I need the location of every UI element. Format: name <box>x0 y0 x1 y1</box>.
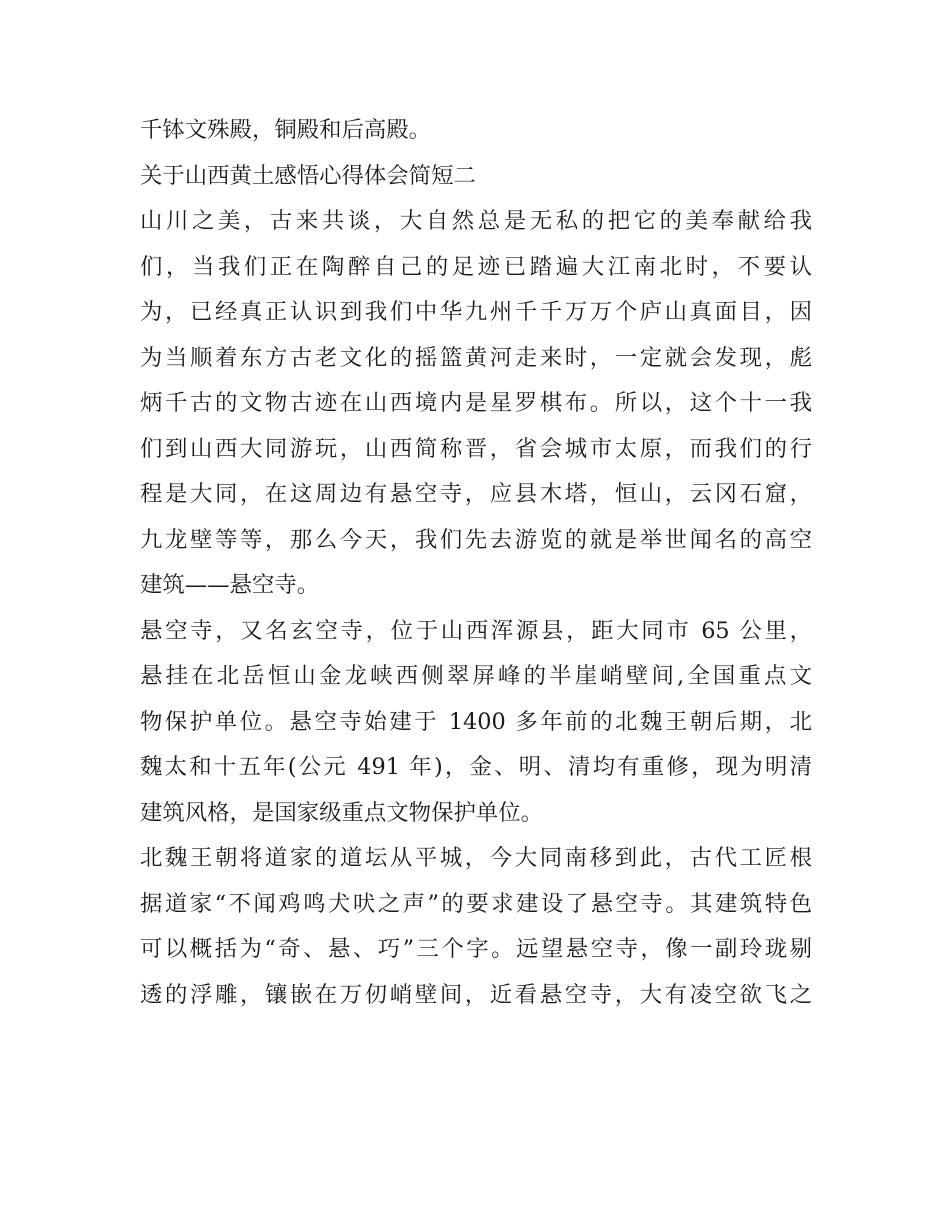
text-line: 炳千古的文物古迹在山西境内是星罗棋布。所以，这个十一我 <box>140 390 812 416</box>
text-line: 建筑——悬空寺。 <box>140 572 320 598</box>
text-line: 们，当我们正在陶醉自己的足迹已踏遍大江南北时，不要认 <box>140 253 812 280</box>
text-line: 程是大同，在这周边有悬空寺，应县木塔，恒山，云冈石窟， <box>140 481 812 507</box>
text-line: 物保护单位。悬空寺始建于 1400 多年前的北魏王朝后期，北 <box>140 708 812 735</box>
text-line: 悬挂在北岳恒山金龙峡西侧翠屏峰的半崖峭壁间,全国重点文 <box>140 663 812 689</box>
text-line: 们到山西大同游玩，山西简称晋，省会城市太原，而我们的行 <box>140 435 812 462</box>
text-line: 九龙壁等等，那么今天，我们先去游览的就是举世闻名的高空 <box>140 526 812 553</box>
text-line: 建筑风格，是国家级重点文物保护单位。 <box>140 799 544 826</box>
text-line: 透的浮雕，镶嵌在万仞峭壁间，近看悬空寺，大有凌空欲飞之 <box>140 981 812 1008</box>
text-line: 魏太和十五年(公元 491 年)，金、明、清均有重修，现为明清 <box>140 754 812 780</box>
text-line: 为当顺着东方古老文化的摇篮黄河走来时，一定就会发现，彪 <box>140 344 812 371</box>
text-line: 为，已经真正认识到我们中华九州千千万万个庐山真面目，因 <box>140 299 812 325</box>
text-line: 据道家“不闻鸡鸣犬吠之声”的要求建设了悬空寺。其建筑特色 <box>140 890 812 917</box>
document-page <box>140 108 812 1018</box>
section-heading: 关于山西黄土感悟心得体会简短二 <box>140 162 476 189</box>
text-line: 千钵文殊殿，铜殿和后高殿。 <box>140 117 432 143</box>
text-line: 北魏王朝将道家的道坛从平城，今大同南移到此，古代工匠根 <box>140 845 812 871</box>
text-line: 山川之美，古来共谈，大自然总是无私的把它的美奉献给我 <box>140 208 812 234</box>
text-line: 可以概括为“奇、悬、巧”三个字。远望悬空寺，像一副玲珑剔 <box>140 936 812 962</box>
text-line: 悬空寺，又名玄空寺，位于山西浑源县，距大同市 65 公里， <box>140 617 812 644</box>
